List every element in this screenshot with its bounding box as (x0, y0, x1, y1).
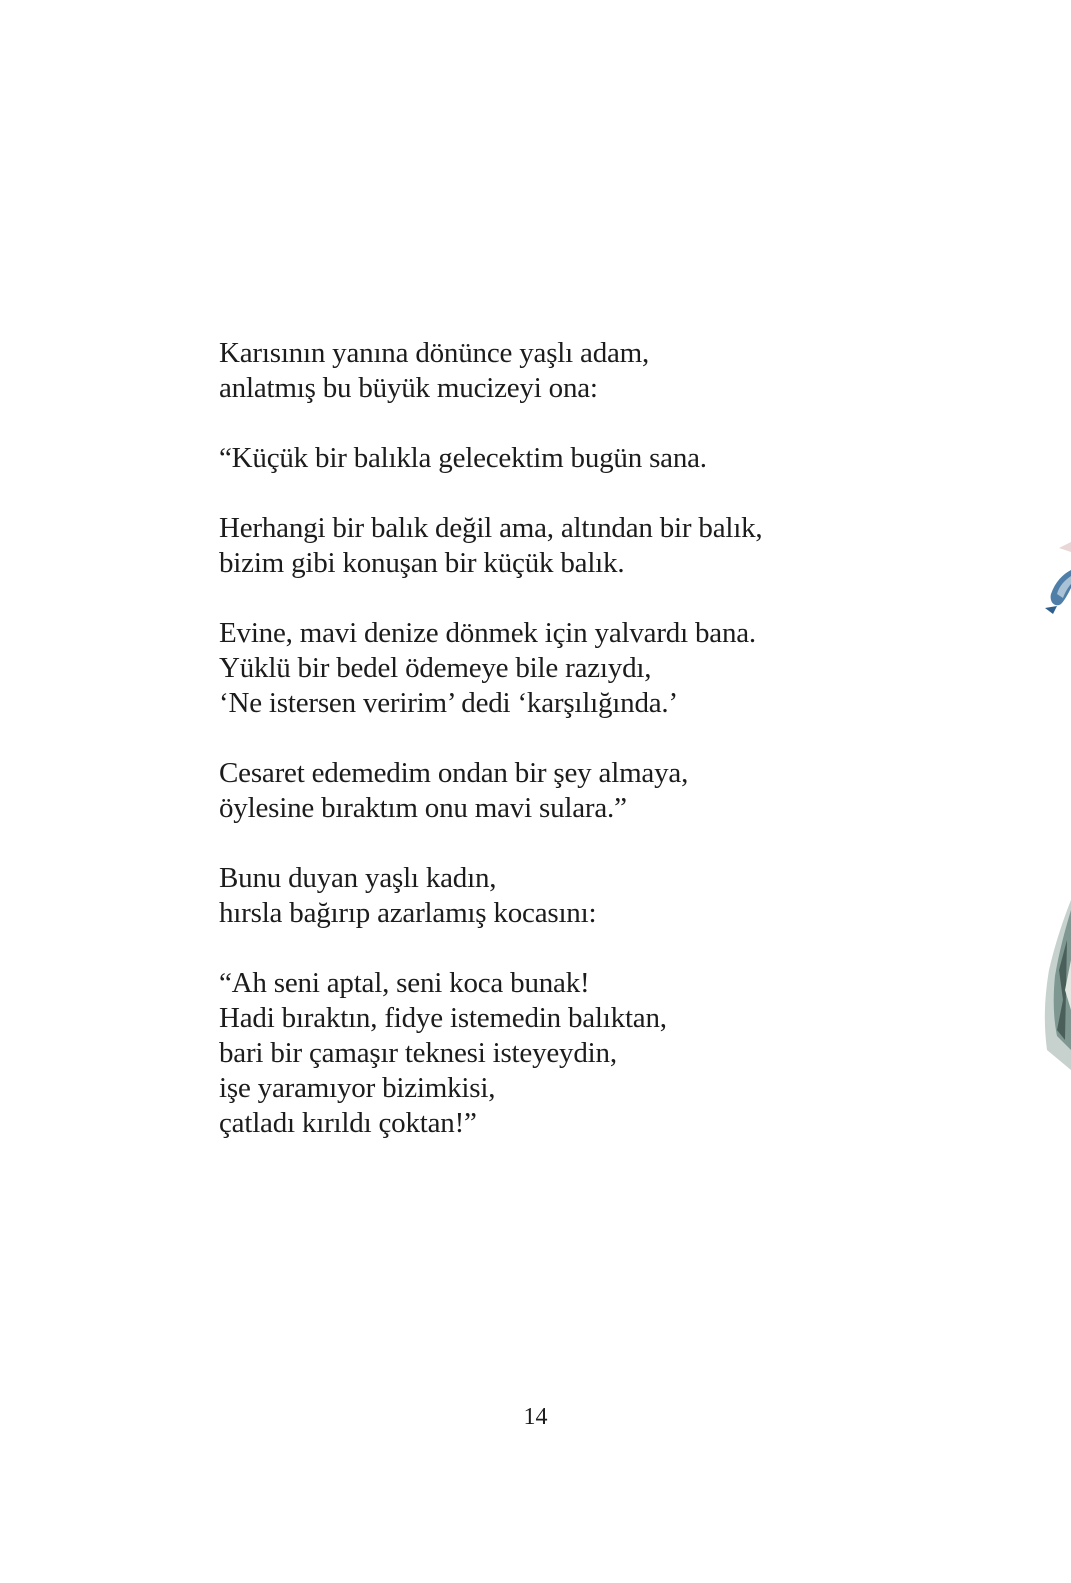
stanza (219, 336, 859, 406)
poem-line: bizim gibi konuşan bir küçük balık. (219, 547, 625, 579)
stanza (219, 511, 859, 581)
poem-line: “Ah seni aptal, seni koca bunak! (219, 967, 590, 999)
poem-line: hırsla bağırıp azarlamış kocasını: (219, 897, 597, 929)
poem-line: işe yaramıyor bizimkisi, (219, 1072, 496, 1104)
stanza (219, 966, 859, 1141)
stanza (219, 756, 859, 826)
poem-line: Karısının yanına dönünce yaşlı adam, (219, 337, 650, 369)
stanza (219, 861, 859, 931)
poem-line: bari bir çamaşır teknesi isteyeydin, (219, 1037, 617, 1069)
poem-line: Evine, mavi denize dönmek için yalvardı bana. (219, 617, 756, 649)
poem-line: öylesine bıraktım onu mavi sulara.” (219, 792, 627, 824)
poem-line: Bunu duyan yaşlı kadın, (219, 862, 497, 894)
poem-line: Yüklü bir bedel ödemeye bile razıydı, (219, 652, 652, 684)
poem-line: “Küçük bir balıkla gelecektim bugün sana. (219, 442, 707, 474)
stanza (219, 441, 859, 476)
poem-line: anlatmış bu büyük mucizeyi ona: (219, 372, 598, 404)
poem-line: Cesaret edemedim ondan bir şey almaya, (219, 757, 689, 789)
poem-line: Hadi bıraktın, fidye istemedin balıktan, (219, 1002, 667, 1034)
poem-text (219, 336, 859, 1176)
illustration-fragment (1037, 900, 1071, 1070)
page-number: 14 (523, 1404, 548, 1430)
poem-line: çatladı kırıldı çoktan!” (219, 1107, 477, 1139)
illustration-fragment (1045, 542, 1071, 622)
poem-line: ‘Ne istersen veririm’ dedi ‘karşılığında.’ (219, 687, 678, 719)
stanza (219, 616, 859, 721)
poem-line: Herhangi bir balık değil ama, altından bir balık, (219, 512, 763, 544)
